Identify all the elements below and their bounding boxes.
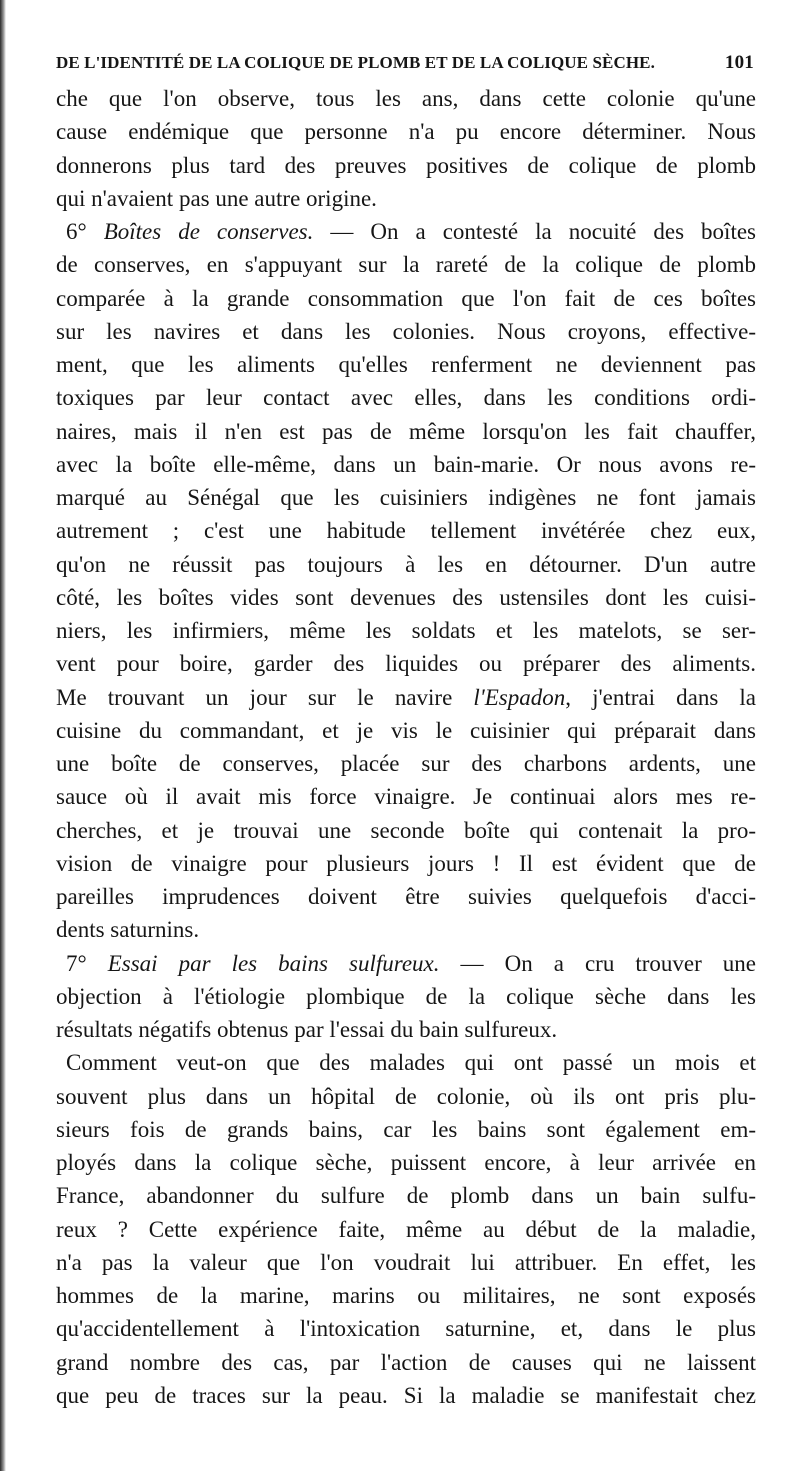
italic-phrase: l'Espadon [473, 684, 566, 710]
text-line: une boîte de conserves, placée sur des charbons ardents, une [56, 751, 756, 776]
text-line: niers, les infirmiers, même les soldats et les matelots, se ser- [56, 618, 756, 643]
text-line: vent pour boire, garder des liquides ou préparer des aliments. [56, 651, 756, 677]
text-line: cause endémique que personne n'a pu encore déterminer. Nous [56, 119, 756, 145]
text-line: grand nombre des cas, par l'action de causes qui ne laissent [56, 1349, 756, 1375]
text-line: cuisine du commandant, et je vis le cuisinier qui préparait dans [56, 717, 756, 743]
text-line: autrement ; c'est une habitude tellement invétérée chez eux, [56, 518, 756, 544]
text-line: objection à l'étiologie plombique de la colique sèche dans les [56, 983, 756, 1009]
page-number: 101 [724, 52, 754, 73]
text-line: pareilles imprudences doivent être suivies quelquefois d'acci- [56, 884, 756, 909]
text-line: donnerons plus tard des preuves positives de colique de plomb [56, 152, 756, 178]
running-head [56, 52, 756, 82]
section-heading-line: 7° Essai par les bains sulfureux. — On a cru trouver une [66, 950, 757, 976]
text-line: reux ? Cette expérience faite, même au début de la maladie, [56, 1216, 756, 1242]
text-line: vision de vinaigre pour plusieurs jours ! Il est évident que de [56, 850, 756, 876]
text-line: qui n'avaient pas une autre origine. [56, 185, 377, 211]
text-line: Comment veut-on que des malades qui ont passé un mois et [66, 1050, 756, 1076]
text-line: sieurs fois de grands bains, car les bains sont également em- [56, 1116, 756, 1142]
text-line: naires, mais il n'en est pas de même lorsqu'on les fait chauffer, [56, 418, 756, 444]
text-line: n'a pas la valeur que l'on voudrait lui attribuer. En effet, les [56, 1249, 756, 1275]
text-line: résultats négatifs obtenus par l'essai du bain sulfureux. [56, 1017, 558, 1042]
text-line: que peu de traces sur la peau. Si la maladie se manifestait chez [56, 1382, 756, 1408]
running-title: DE L'IDENTITÉ DE LA COLIQUE DE PLOMB ET DE LA COLIQUE SÈCHE. [56, 53, 655, 72]
text-line: hommes de la marine, marins ou militaires, ne sont exposés [56, 1283, 756, 1308]
text-line: sauce où il avait mis force vinaigre. Je continuai alors mes re- [56, 784, 756, 810]
text-line: ment, que les aliments qu'elles renferment ne deviennent pas [56, 352, 756, 377]
text-line: souvent plus dans un hôpital de colonie, où ils ont pris plu- [56, 1083, 756, 1109]
book-page [56, 52, 756, 1412]
text-line: toxiques par leur contact avec elles, dans les conditions ordi- [56, 385, 756, 411]
italic-phrase: Boîtes de conserves. [103, 219, 314, 244]
text-line: marqué au Sénégal que les cuisiniers indigènes ne font jamais [56, 485, 756, 510]
text-line: Me trouvant un jour sur le navire l'Espadon, j'entrai dans la [56, 684, 756, 710]
text-line: côté, les boîtes vides sont devenues des ustensiles dont les cuisi- [56, 584, 756, 610]
text-line: dents saturnins. [56, 917, 200, 943]
body-text [56, 82, 756, 1412]
text-line: sur les navires et dans les colonies. Nous croyons, effective- [56, 318, 756, 344]
text-line: France, abandonner du sulfure de plomb dans un bain sulfu- [56, 1183, 756, 1209]
scan-edge [0, 0, 6, 1471]
text-line: che que l'on observe, tous les ans, dans cette colonie qu'une [56, 86, 756, 111]
section-heading-line: 6° Boîtes de conserves. — On a contesté la nocuité des boîtes [66, 219, 757, 244]
italic-phrase: Essai par les bains sulfureux. [107, 950, 440, 976]
text-line: qu'on ne réussit pas toujours à les en détourner. D'un autre [56, 551, 756, 577]
text-line: comparée à la grande consommation que l'on fait de ces boîtes [56, 285, 756, 311]
text-line: de conserves, en s'appuyant sur la rareté de la colique de plomb [56, 252, 756, 278]
text-line: cherches, et je trouvai une seconde boîte qui contenait la pro- [56, 817, 756, 843]
text-line: qu'accidentellement à l'intoxication saturnine, et, dans le plus [56, 1316, 756, 1342]
text-line: avec la boîte elle-même, dans un bain-marie. Or nous avons re- [56, 451, 756, 477]
text-line: ployés dans la colique sèche, puissent encore, à leur arrivée en [56, 1150, 756, 1175]
